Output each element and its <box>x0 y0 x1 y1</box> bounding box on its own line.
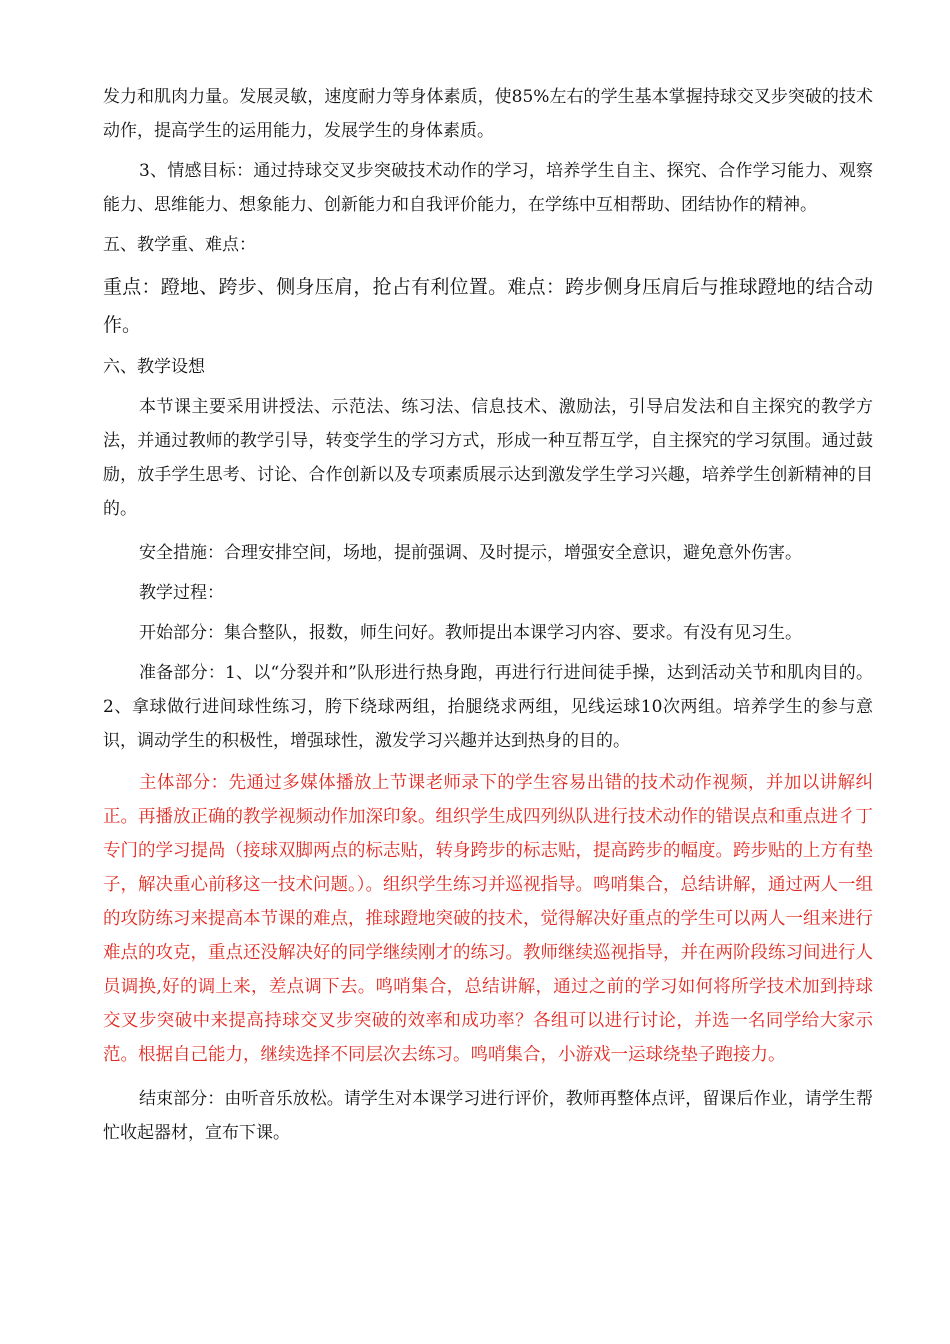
document-page <box>103 80 873 1150</box>
emotion-goal-paragraph: 3、情感目标：通过持球交叉步突破技术动作的学习，培养学生自主、探究、合作学习能力、观察能力、思维能力、想象能力、创新能力和自我评价能力，在学练中互相帮助、团结协作的精神。 <box>103 161 873 215</box>
safety-paragraph: 安全措施：合理安排空间，场地，提前强调、及时提示，增强安全意识，避免意外伤害。 <box>139 543 802 563</box>
key-points-difficulty: 跨步侧身压肩后与推球蹬地的结合动作。 <box>103 276 873 336</box>
prepare-part-paragraph: 准备部分：1、以“分裂并和”队形进行热身跑，再进行行进间徒手操，达到活动关节和肌肉目的。2、拿球做行进间球性练习，胯下绕球两组，抬腿绕求两组，见线运球10次两组。培养学生的参与意识，调动学生的积极性，增强球性，激发学习兴趣并达到热身的目的。 <box>103 663 873 751</box>
section-heading-6: 六、教学设想 <box>103 357 205 377</box>
key-points-paragraph <box>103 268 873 344</box>
teaching-concept-paragraph: 本节课主要采用讲授法、示范法、练习法、信息技术、激励法，引导启发法和自主探究的教学方法，并通过教师的教学引导，转变学生的学习方式，形成一种互帮互学，自主探究的学习氛围。通过鼓励，放手学生思考、讨论、合作创新以及专项素质展示达到激发学生学习兴趣，培养学生创新精神的目的。 <box>103 397 873 519</box>
main-part-paragraph: 主体部分：先通过多媒体播放上节课老师录下的学生容易出错的技术动作视频，并加以讲解纠正。再播放正确的教学视频动作加深印象。组织学生成四列纵队进行技术动作的错误点和重点进彳丁专门的学习提咼（接球双脚两点的标志贴，转身跨步的标志贴，提高跨步的幅度。跨步贴的上方有垫子，解决重心前移这一技术问题。）。组织学生练习并巡视指导。鸣哨集合，总结讲解，通过两人一组的攻防练习来提高本节课的难点，推球蹬地突破的技术，觉得解决好重点的学生可以两人一组来进行难点的攻克，重点还没解决好的同学继续刚才的练习。教师继续巡视指导，并在两阶段练习间进行人员调换,好的调上来，差点调下去。鸣哨集合，总结讲解，通过之前的学习如何将所学技术加到持球交叉步突破中来提高持球交叉步突破的效率和成功率？各组可以进行讨论，并选一名同学给大家示范。根据自己能力，继续选择不同层次去练习。鸣哨集合，小游戏一运球绕垫子跑接力。 <box>103 773 873 1065</box>
teaching-process-label: 教学过程： <box>139 583 224 603</box>
start-part-paragraph: 开始部分：集合整队，报数，师生问好。教师提出本课学习内容、要求。有没有见习生。 <box>139 623 802 643</box>
section-heading-5: 五、教学重、难点： <box>103 235 256 255</box>
goal-continuation-paragraph: 发力和肌肉力量。发展灵敏，速度耐力等身体素质，使85%左右的学生基本掌握持球交叉步突破的技术动作，提高学生的运用能力，发展学生的身体素质。 <box>103 87 873 141</box>
key-points-label: 重点：蹬地、跨步、侧身压肩，抢占有利位置。难点： <box>103 276 566 298</box>
end-part-paragraph: 结束部分：由听音乐放松。请学生对本课学习进行评价，教师再整体点评，留课后作业，请学生帮忙收起器材，宣布下课。 <box>103 1089 873 1143</box>
